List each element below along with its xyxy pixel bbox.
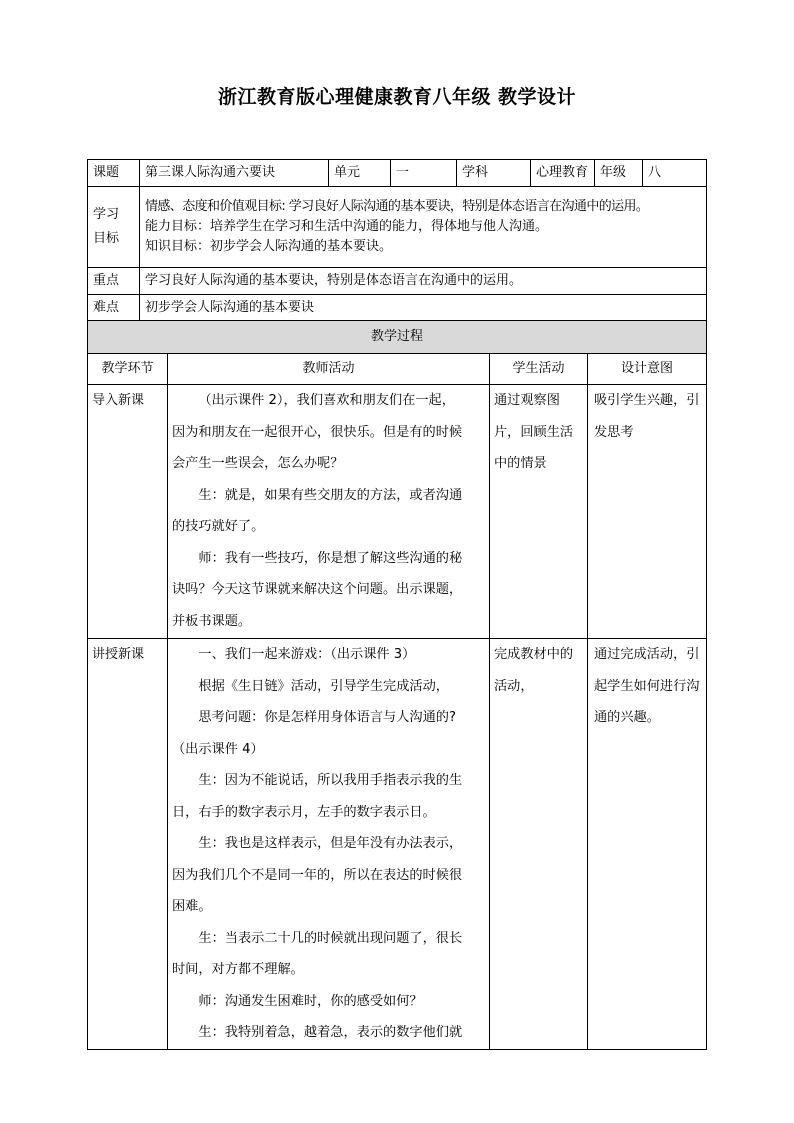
design-intent-cell: 吸引学生兴趣，引发思考 xyxy=(588,385,707,639)
header-student: 学生活动 xyxy=(490,354,588,385)
teacher-line: 师：沟通发生困难时，你的感受如何？ xyxy=(198,993,423,1009)
process-column-headers xyxy=(88,354,707,385)
document-title: 浙江教育版心理健康教育八年级 教学设计 xyxy=(217,86,577,108)
teacher-activity-cell xyxy=(168,639,490,1050)
difficulty-row xyxy=(88,295,707,322)
unit-label: 单元 xyxy=(329,160,391,187)
student-activity-cell: 完成教材中的活动， xyxy=(490,639,588,1050)
teacher-line: 思考问题：你是怎样用身体语言与人沟通的? xyxy=(198,710,456,725)
teacher-line: 生：因为不能说话，所以我用手指表示我的生 xyxy=(198,773,463,788)
student-activity-cell: 通过观察图片，回顾生活中的情景 xyxy=(490,385,588,639)
key-value: 学习良好人际沟通的基本要诀，特别是体态语言在沟通中的运用。 xyxy=(140,268,707,295)
teacher-line: 的技巧就好了。 xyxy=(172,519,265,534)
teaching-process-table xyxy=(87,320,707,1050)
stage-cell: 导入新课 xyxy=(88,385,168,639)
teacher-line: 生：就是，如果有些交朋友的方法，或者沟通 xyxy=(198,487,463,503)
teacher-line: 根据《生日链》活动，引导学生完成活动， xyxy=(198,678,449,694)
teacher-line: 生：我特别着急，越着急，表示的数字他们就 xyxy=(198,1025,463,1040)
teacher-line: 时间，对方都不理解。 xyxy=(172,962,304,977)
teacher-line: 师：我有一些技巧，你是想了解这些沟通的秘 xyxy=(198,550,463,566)
header-teacher: 教师活动 xyxy=(168,354,490,385)
difficulty-value: 初步学会人际沟通的基本要诀 xyxy=(140,295,707,322)
goal-ability: 能力目标：培养学生在学习和生活中沟通的能力，得体地与他人沟通。 xyxy=(145,219,549,234)
key-label: 重点 xyxy=(88,268,140,295)
teacher-line: 生：我也是这样表示，但是年没有办法表示， xyxy=(198,836,463,851)
goal-emotion: 情感、态度和价值观目标: 学习良好人际沟通的基本要诀，特别是体态语言在沟通中的运用。 xyxy=(145,199,649,214)
goal-knowledge: 知识目标：初步学会人际沟通的基本要诀。 xyxy=(145,239,393,254)
process-section-header xyxy=(88,321,707,354)
header-intent: 设计意图 xyxy=(588,354,707,385)
subject-value: 心理教育 xyxy=(531,160,595,187)
teacher-line: 日，右手的数字表示月，左手的数字表示日。 xyxy=(172,804,436,820)
key-row xyxy=(88,268,707,295)
teacher-line: （出示课件 4） xyxy=(172,741,264,757)
goals-row xyxy=(88,187,707,268)
teacher-activity-cell xyxy=(168,385,490,639)
grade-label: 年级 xyxy=(595,160,643,187)
goals-label-line-2: 目标 xyxy=(93,231,120,246)
lesson-info-table xyxy=(87,159,707,322)
teacher-line: 诀吗？今天这节课就来解决这个问题。出示课题， xyxy=(172,582,463,597)
teacher-line: 困难。 xyxy=(172,899,212,914)
header-stage: 教学环节 xyxy=(88,354,168,385)
goals-cell xyxy=(140,187,707,268)
teacher-line: 因为我们几个不是同一年的，所以在表达的时候很 xyxy=(172,867,463,883)
goals-label xyxy=(88,187,140,268)
topic-label: 课题 xyxy=(88,160,140,187)
goals-label-line-1: 学习 xyxy=(93,207,120,222)
teacher-line: 一、我们一起来游戏：（出示课件 3） xyxy=(198,647,416,662)
unit-value: 一 xyxy=(391,160,457,187)
teacher-line: 生：当表示二十几的时候就出现问题了，很长 xyxy=(198,930,463,946)
difficulty-label: 难点 xyxy=(88,295,140,322)
process-section-title: 教学过程 xyxy=(88,321,707,354)
teacher-line: 因为和朋友在一起很开心，很快乐。但是有的时候 xyxy=(172,424,463,440)
process-row-intro xyxy=(88,385,707,639)
topic-row xyxy=(88,160,707,187)
stage-cell: 讲授新课 xyxy=(88,639,168,1050)
subject-label: 学科 xyxy=(457,160,531,187)
topic-value: 第三课人际沟通六要诀 xyxy=(140,160,329,187)
teacher-line: （出示课件 2），我们喜欢和朋友们在一起， xyxy=(198,393,455,408)
teacher-line: 会产生一些误会，怎么办呢？ xyxy=(172,456,344,471)
teacher-line: 并板书课题。 xyxy=(172,613,252,629)
design-intent-cell: 通过完成活动，引起学生如何进行沟通的兴趣。 xyxy=(588,639,707,1050)
process-row-new-lesson xyxy=(88,639,707,1050)
grade-value: 八 xyxy=(643,160,707,187)
